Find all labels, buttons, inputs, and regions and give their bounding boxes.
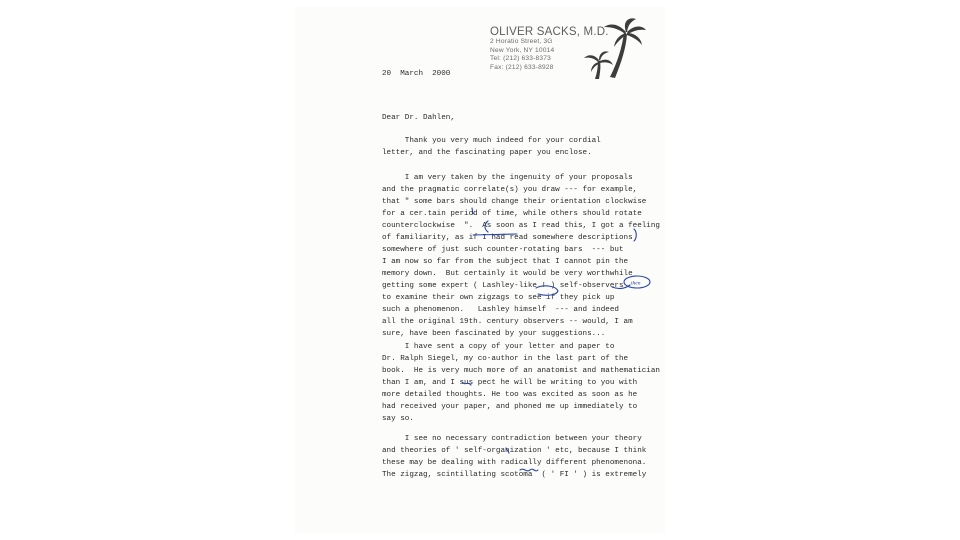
letter-line: say so. xyxy=(382,415,414,423)
palm-trees-icon xyxy=(584,17,646,81)
letter-line: letter, and the fascinating paper you enclose. xyxy=(382,149,592,157)
letter-line: The zigzag, scintillating scotoma ( ' FI ' ) is extremely xyxy=(382,471,647,479)
letter-line: that " some bars should change their orientation clockwise xyxy=(382,198,647,206)
letter-line: of familiarity, as if I had read somewhere descriptions xyxy=(382,234,633,242)
letterhead-address-1: 2 Horatio Street, 3G xyxy=(490,38,553,45)
letter-line: memory down. But certainly it would be very worthwhile xyxy=(382,270,633,278)
letter-line: such a phenomenon. Lashley himself --- and indeed xyxy=(382,306,619,314)
letter-line: sure, have been fascinated by your suggestions... xyxy=(382,330,606,338)
letterhead-name: OLIVER SACKS, M.D. xyxy=(490,26,609,38)
letter-line: had received your paper, and phoned me up immediately to xyxy=(382,403,638,411)
letterhead-fax: Fax: (212) 633-8928 xyxy=(490,63,554,71)
letter-line: for a cer.tain period of time, while others should rotate xyxy=(382,210,642,218)
letter-line: more detailed thoughts. He too was excited as soon as he xyxy=(382,391,638,399)
letter-line: counterclockwise ". As soon as I read this, I got a feeling xyxy=(382,222,660,230)
letter-paragraph-3 xyxy=(382,341,660,425)
letter-line: I have sent a copy of your letter and paper to xyxy=(382,343,615,351)
letter-salutation: Dear Dr. Dahlen, xyxy=(382,114,455,122)
letter-line: all the original 19th. century observers -- would, I am xyxy=(382,318,633,326)
handwritten-note: then xyxy=(631,280,641,287)
letter-line: and theories of ' self-organization ' etc, because I think xyxy=(382,447,647,455)
letter-line: to examine their own zigzags to see if they pick up xyxy=(382,294,615,302)
letter-line: Thank you very much indeed for your cordial xyxy=(382,137,601,145)
letter-line: book. He is very much more of an anatomist and mathematician xyxy=(382,367,660,375)
letter-line: and the pragmatic correlate(s) you draw --- for example, xyxy=(382,186,638,194)
letter-paragraph-1 xyxy=(382,135,601,159)
letterhead-address-2: New York, NY 10014 xyxy=(490,46,555,54)
letter-line: somewhere of just such counter-rotating bars --- but xyxy=(382,246,624,254)
letter-paragraph-2 xyxy=(382,172,660,340)
letter-line: I see no necessary contradiction between your theory xyxy=(382,435,642,443)
letter-line: these may be dealing with radically different phenomenona. xyxy=(382,459,647,467)
letter-date: 20 March 2000 xyxy=(382,70,451,78)
letter-line: Dr. Ralph Siegel, my co-author in the last part of the xyxy=(382,355,629,363)
letter-line: than I am, and I sus pect he will be writing to you with xyxy=(382,379,638,387)
letter-line: getting some expert ( Lashley-like ! ) self-observers xyxy=(382,282,624,290)
letterhead-tel: Tel: (212) 633-8373 xyxy=(490,55,551,63)
letter-paragraph-4 xyxy=(382,433,646,481)
letter-line: I am very taken by the ingenuity of your proposals xyxy=(382,174,633,182)
letter-line: I am now so far from the subject that I cannot pin the xyxy=(382,258,629,266)
